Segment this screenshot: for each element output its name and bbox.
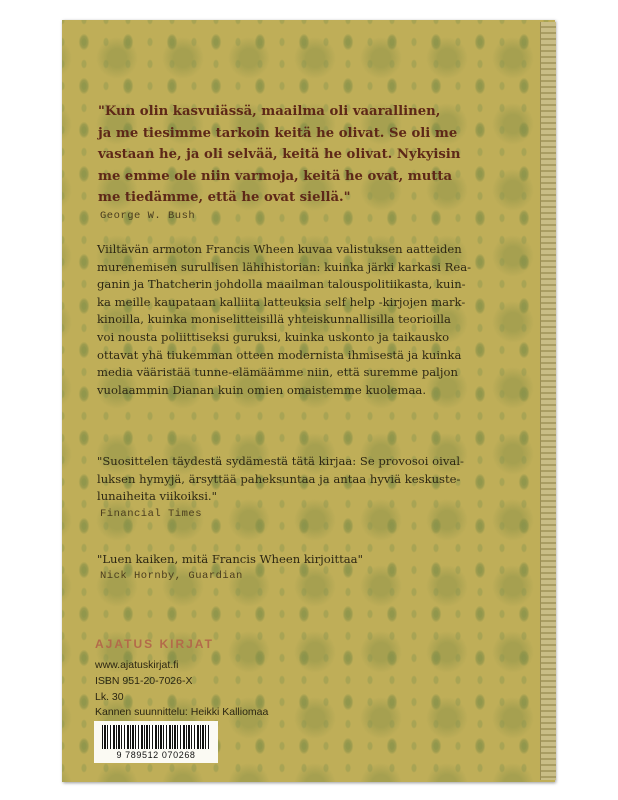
quote-line: me tiedämme, että he ovat siellä." [98, 190, 351, 205]
blurb-line: ganin ja Thatcherin johdolla maailman talouspolitiikasta, kuin- [97, 277, 466, 292]
quote-attribution: George W. Bush [100, 210, 196, 222]
blurb-line: voi nousta poliittiseksi guruksi, kuinka uskonto ja taikausko [97, 329, 450, 344]
review-quote-ft [97, 453, 525, 506]
barcode-bars [102, 725, 210, 749]
book-spine [540, 22, 556, 780]
opening-quote [98, 101, 523, 209]
blurb-paragraph [97, 241, 525, 399]
library-class: Lk. 30 [95, 691, 124, 703]
review-attribution-hornby: Nick Hornby, Guardian [100, 570, 243, 582]
quote-line: "Kun olin kasvuiässä, maailma oli vaarallinen, [98, 104, 441, 119]
blurb-line: kinoilla, kuinka moniselitteisillä yhteiskunnallisilla teorioilla [97, 312, 451, 327]
cover-design-credit: Kannen suunnittelu: Heikki Kalliomaa [95, 706, 269, 718]
blurb-line: ka meille kaupataan kalliita latteuksia self help -kirjojen mark- [97, 294, 466, 309]
blurb-line: media vääristää tunne-elämäämme niin, että suremme paljon [97, 365, 458, 380]
publisher-logo: AJATUS KIRJAT [95, 637, 214, 651]
quote-line: vastaan he, ja oli selvää, keitä he olivat. Nykyisin [98, 147, 461, 162]
barcode [94, 721, 218, 763]
review-line: "Suosittelen täydestä sydämestä tätä kirjaa: Se provosoi oival- [97, 454, 464, 468]
quote-line: ja me tiesimme tarkoin keitä he olivat. Se oli me [98, 125, 458, 141]
blurb-line: vuolaammin Dianan kuin omien omaistemme kuolemaa. [97, 382, 427, 397]
barcode-number: 9 789512 070268 [116, 750, 196, 760]
blurb-line: Viiltävän armoton Francis Wheen kuvaa valistuksen aatteiden [97, 242, 462, 256]
review-attribution-ft: Financial Times [100, 508, 203, 520]
review-quote-hornby: "Luen kaiken, mitä Francis Wheen kirjoittaa" [97, 552, 363, 566]
blurb-line: ottavat yhä tiukemman otteen modernista ihmisestä ja kuinka [97, 347, 462, 362]
publisher-website: www.ajatuskirjat.fi [95, 659, 179, 671]
review-line: lunaiheita viikoiksi." [97, 489, 217, 504]
isbn-text: ISBN 951-20-7026-X [95, 675, 193, 687]
blurb-line: murenemisen surullisen lähihistorian: kuinka järki karkasi Rea- [97, 259, 472, 274]
quote-line: me emme ole niin varmoja, keitä he ovat, mutta [98, 168, 453, 184]
review-line: luksen hymyjä, ärsyttää paheksuntaa ja antaa hyviä keskuste- [97, 471, 461, 486]
